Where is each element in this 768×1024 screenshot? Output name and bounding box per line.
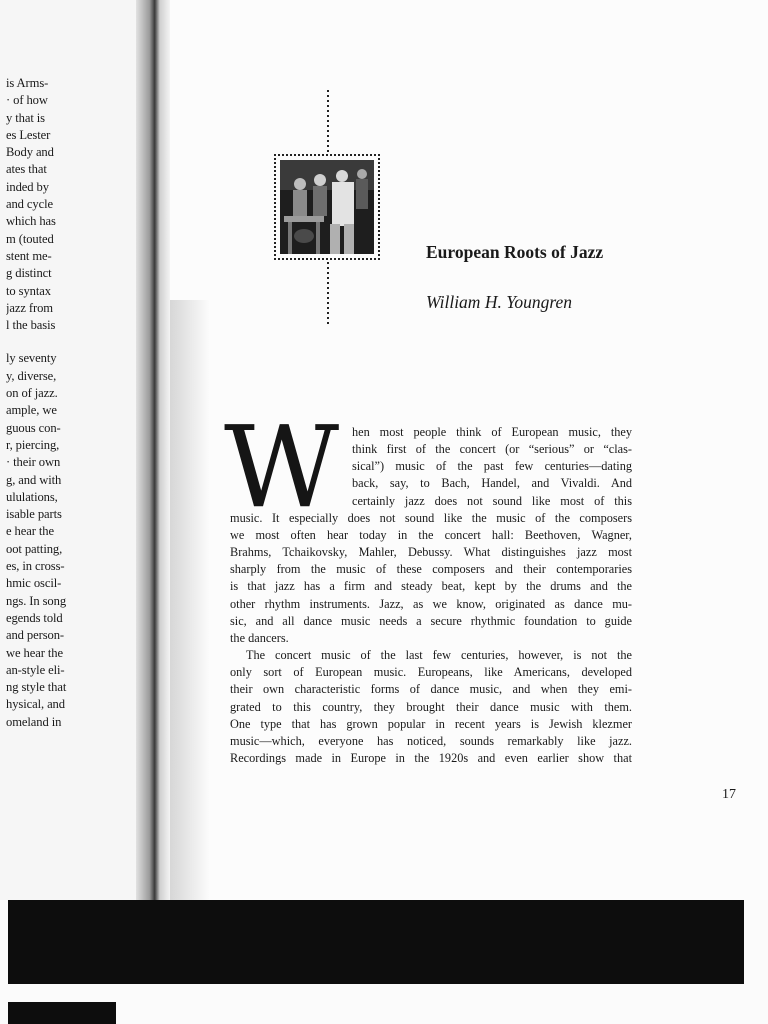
body-line: One type that has grown popular in recent years is Jewish klezmer — [230, 716, 632, 731]
body-line: Recordings made in Europe in the 1920s and even earlier show that — [230, 750, 632, 765]
left-text-line: r, piercing, — [6, 437, 60, 452]
article-body — [230, 424, 632, 767]
body-line: grated to this country, they brought their dance music with them. — [230, 699, 632, 714]
left-text-line: isable parts — [6, 507, 62, 522]
left-page-text-column — [6, 75, 86, 731]
page-number: 17 — [722, 787, 736, 802]
left-text-line: jazz from — [6, 300, 53, 315]
left-text-line: ngs. In song — [6, 593, 67, 608]
left-text-line: guous con- — [6, 420, 61, 435]
left-text-line: oot patting, — [6, 541, 63, 556]
dotted-rule-top — [327, 90, 329, 154]
body-line: sharply from the music of these composers and their contemporaries — [230, 562, 632, 577]
body-line: their own characteristic forms of dance music, and when they emi- — [230, 682, 632, 697]
paragraph-gap — [6, 334, 86, 350]
left-text-line: ates that — [6, 162, 47, 177]
left-text-line: omeland in — [6, 714, 62, 729]
left-text-line: Body and — [6, 145, 54, 160]
left-text-line: egends told — [6, 610, 63, 625]
left-text-line: m (touted — [6, 231, 54, 246]
left-text-line: y that is — [6, 110, 45, 125]
left-text-line: we hear the — [6, 645, 63, 660]
dotted-rule-bottom — [327, 262, 329, 326]
article-title: European Roots of Jazz — [426, 242, 604, 262]
left-text-line: · their own — [6, 455, 61, 470]
left-text-line: es, in cross- — [6, 559, 65, 574]
left-text-line: on of jazz. — [6, 386, 58, 401]
left-text-line: g, and with — [6, 472, 62, 487]
article-author: William H. Youngren — [426, 292, 573, 312]
body-line: back, say, to Bach, Handel, and Vivaldi. And — [352, 476, 632, 491]
left-text-line: an-style eli- — [6, 662, 65, 677]
left-text-line: and cycle — [6, 197, 53, 212]
left-text-line: which has — [6, 214, 56, 229]
body-line: music. It especially does not sound like the music of the composers — [230, 510, 632, 525]
left-text-line: stent me- — [6, 248, 52, 263]
left-text-line: g distinct — [6, 266, 52, 281]
body-line: The concert music of the last few centuries, however, is not the — [246, 648, 632, 663]
left-text-line: es Lester — [6, 127, 51, 142]
drop-cap: W — [224, 403, 340, 533]
body-line: Brahms, Tchaikovsky, Mahler, Debussy. What distinguishes jazz most — [230, 545, 632, 560]
body-line: certainly jazz does not sound like most of this — [352, 493, 632, 508]
left-text-line: · of how — [6, 93, 48, 108]
body-line: sic, and all dance music needs a secure rhythmic foundation to guide — [230, 613, 632, 628]
scan-shadow-corner — [8, 1002, 116, 1024]
body-line: the dancers. — [230, 630, 289, 645]
scan-shadow-bottom — [8, 900, 744, 984]
body-line: other rhythm instruments. Jazz, as we know, originated as dance mu- — [230, 596, 632, 611]
left-text-line: hysical, and — [6, 697, 65, 712]
body-line: hen most people think of European music, they — [352, 425, 632, 439]
left-text-line: l the basis — [6, 318, 56, 333]
body-line: only sort of European music. Europeans, like Americans, developed — [230, 665, 632, 680]
body-line: is that jazz has a firm and steady beat, kept by the drums and the — [230, 579, 632, 594]
left-text-line: inded by — [6, 179, 49, 194]
left-text-line: ly seventy — [6, 351, 57, 366]
left-text-line: hmic oscil- — [6, 576, 62, 591]
body-line: music—which, everyone has noticed, sounds remarkably like jazz. — [230, 733, 632, 748]
jazz-band-photo — [280, 160, 374, 254]
body-line: think first of the concert (or “serious” or “clas- — [352, 442, 632, 457]
body-line: we most often hear today in the concert hall: Beethoven, Wagner, — [230, 527, 632, 542]
left-text-line: and person- — [6, 628, 65, 643]
left-text-line: ululations, — [6, 489, 58, 504]
left-text-line: ng style that — [6, 680, 67, 695]
photo-frame — [274, 154, 380, 260]
left-text-line: to syntax — [6, 283, 51, 298]
left-text-line: y, diverse, — [6, 368, 57, 383]
book-gutter — [136, 0, 170, 900]
body-line: sical”) music of the past few centuries—dating — [352, 459, 632, 474]
left-text-line: e hear the — [6, 524, 54, 539]
left-text-line: ample, we — [6, 403, 57, 418]
left-text-line: is Arms- — [6, 76, 49, 90]
